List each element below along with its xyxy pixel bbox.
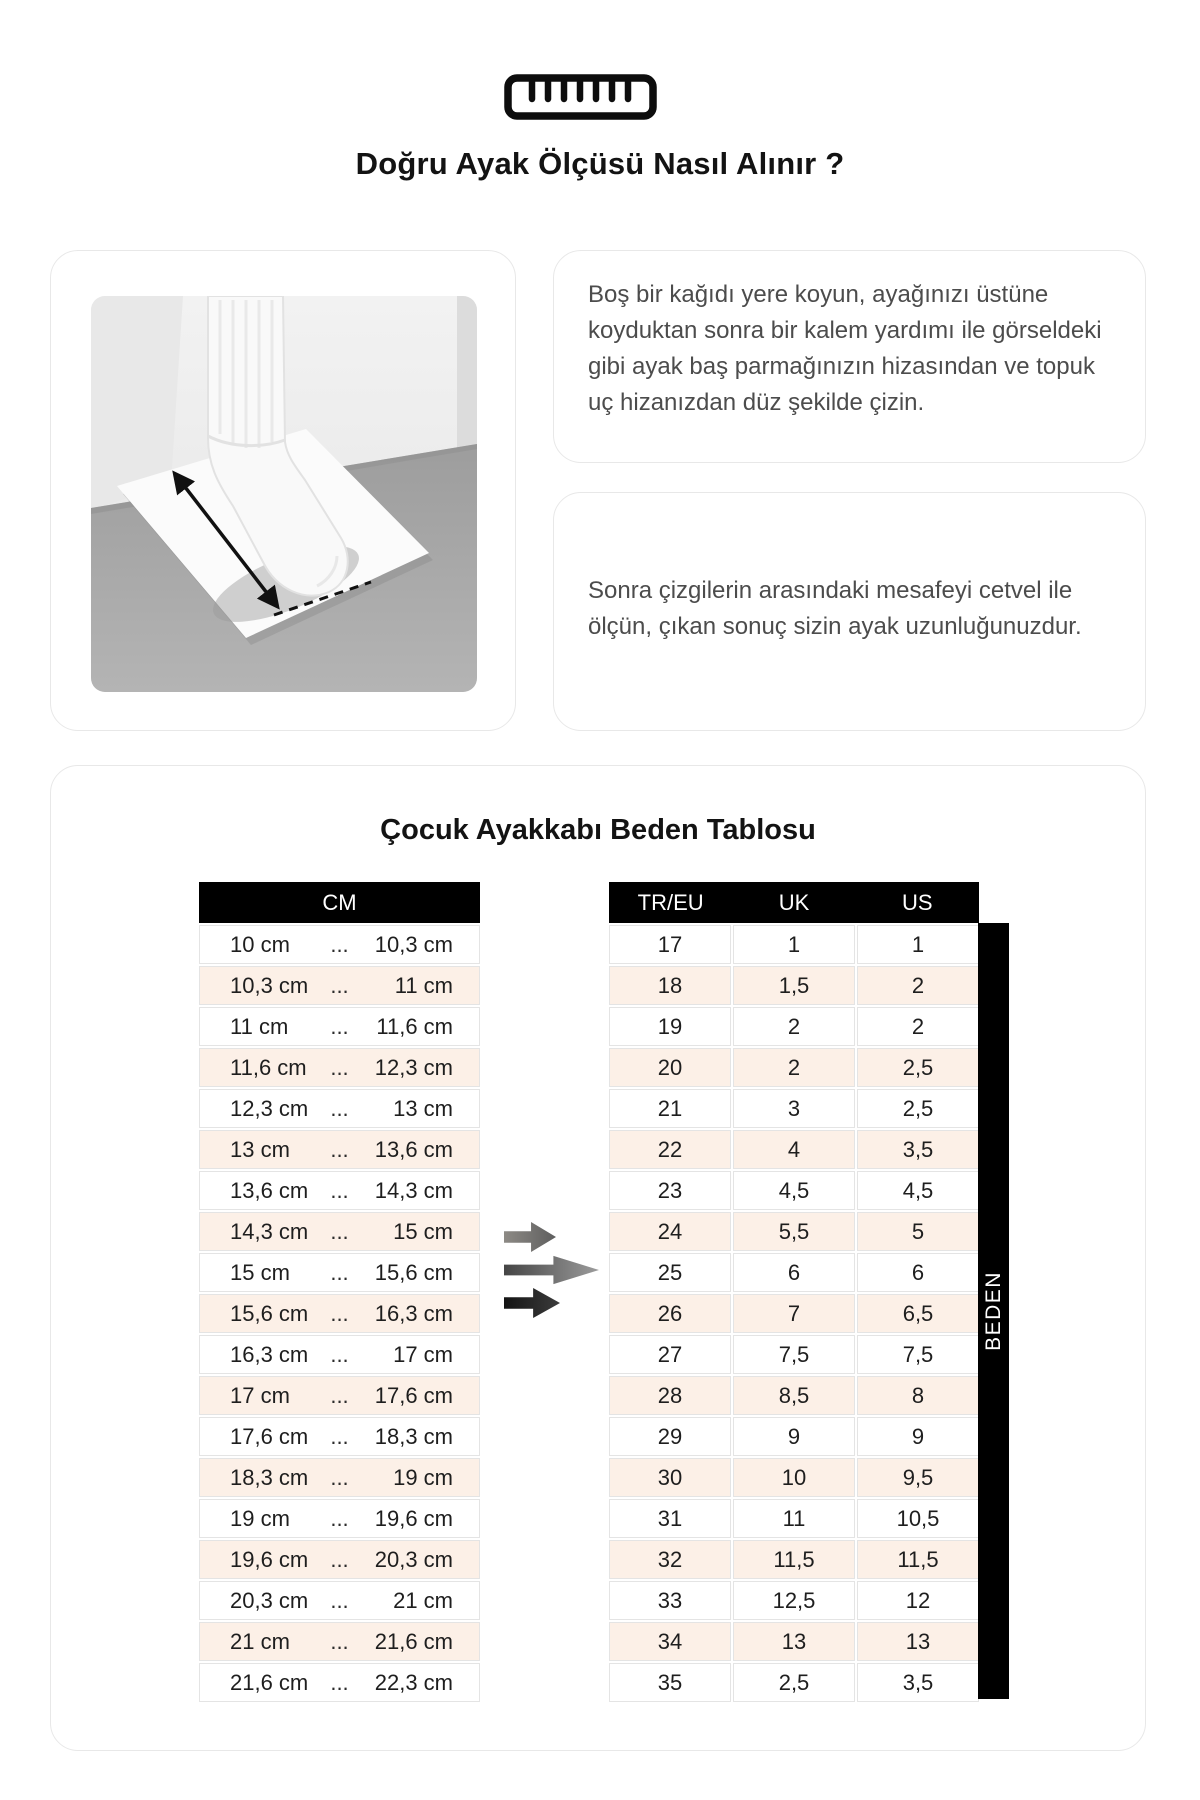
size-table-card xyxy=(50,765,1146,1751)
cm-to-value: 19 cm xyxy=(393,1464,453,1490)
tr-eu-value: 25 xyxy=(609,1253,731,1292)
size-row xyxy=(609,1294,979,1333)
range-separator: ... xyxy=(330,1300,349,1326)
cm-table-header: CM xyxy=(199,882,480,923)
cm-from-value: 13 cm xyxy=(230,1136,290,1162)
tr-eu-value: 19 xyxy=(609,1007,731,1046)
intl-table-body xyxy=(609,925,979,1702)
cm-from-value: 19 cm xyxy=(230,1505,290,1531)
cm-range-row xyxy=(199,966,480,1005)
size-row xyxy=(609,1499,979,1538)
uk-value: 13 xyxy=(733,1622,855,1661)
cm-from-value: 15 cm xyxy=(230,1259,290,1285)
cm-range-row xyxy=(199,1335,480,1374)
cm-range-row xyxy=(199,1171,480,1210)
cm-from-value: 15,6 cm xyxy=(230,1300,309,1326)
us-value: 2 xyxy=(857,1007,979,1046)
uk-value: 7 xyxy=(733,1294,855,1333)
tr-eu-value: 35 xyxy=(609,1663,731,1702)
uk-value: 2,5 xyxy=(733,1663,855,1702)
page-title: Doğru Ayak Ölçüsü Nasıl Alınır ? xyxy=(355,146,845,181)
arrow-right-icon xyxy=(504,1221,556,1253)
range-separator: ... xyxy=(330,1341,349,1367)
size-row xyxy=(609,1335,979,1374)
cm-from-value: 11,6 cm xyxy=(230,1054,307,1080)
uk-value: 8,5 xyxy=(733,1376,855,1415)
uk-value: 3 xyxy=(733,1089,855,1128)
cm-from-value: 18,3 cm xyxy=(230,1464,309,1490)
uk-value: 11,5 xyxy=(733,1540,855,1579)
us-value: 9 xyxy=(857,1417,979,1456)
tr-eu-value: 23 xyxy=(609,1171,731,1210)
size-row xyxy=(609,925,979,964)
intl-size-table xyxy=(609,882,979,1702)
range-separator: ... xyxy=(330,1382,349,1408)
instruction-text: Boş bir kağıdı yere koyun, ayağınızı üstüne koyduktan sonra bir kalem yardımı ile görseldeki gibi ayak baş parmağınızın hizasından ve topuk uç hizanızdan düz şekilde çizin. xyxy=(588,281,1102,416)
cm-from-value: 12,3 cm xyxy=(230,1095,309,1121)
uk-value: 2 xyxy=(733,1048,855,1087)
column-header-uk: UK xyxy=(778,889,810,915)
us-value: 8 xyxy=(857,1376,979,1415)
cm-to-value: 14,3 cm xyxy=(374,1177,453,1203)
us-value: 2,5 xyxy=(857,1048,979,1087)
foot-measurement-photo xyxy=(91,296,477,692)
tr-eu-value: 30 xyxy=(609,1458,731,1497)
ruler-icon xyxy=(503,73,658,121)
uk-value: 12,5 xyxy=(733,1581,855,1620)
range-separator: ... xyxy=(330,1464,349,1490)
size-row xyxy=(609,1007,979,1046)
us-value: 3,5 xyxy=(857,1663,979,1702)
range-separator: ... xyxy=(330,1136,349,1162)
cm-to-value: 20,3 cm xyxy=(374,1546,453,1572)
size-row xyxy=(609,1048,979,1087)
cm-to-value: 17,6 cm xyxy=(374,1382,453,1408)
uk-value: 1 xyxy=(733,925,855,964)
cm-to-value: 13 cm xyxy=(393,1095,453,1121)
tr-eu-value: 21 xyxy=(609,1089,731,1128)
cm-from-value: 13,6 cm xyxy=(230,1177,309,1203)
cm-range-row xyxy=(199,1622,480,1661)
cm-to-value: 19,6 cm xyxy=(374,1505,453,1531)
cm-range-row xyxy=(199,1663,480,1702)
cm-to-value: 18,3 cm xyxy=(374,1423,453,1449)
uk-value: 4 xyxy=(733,1130,855,1169)
uk-value: 2 xyxy=(733,1007,855,1046)
range-separator: ... xyxy=(330,1054,349,1080)
cm-from-value: 16,3 cm xyxy=(230,1341,309,1367)
tr-eu-value: 24 xyxy=(609,1212,731,1251)
size-row xyxy=(609,1417,979,1456)
tr-eu-value: 33 xyxy=(609,1581,731,1620)
uk-value: 6 xyxy=(733,1253,855,1292)
uk-value: 1,5 xyxy=(733,966,855,1005)
us-value: 11,5 xyxy=(857,1540,979,1579)
range-separator: ... xyxy=(330,1546,349,1572)
size-row xyxy=(609,1253,979,1292)
us-value: 2 xyxy=(857,966,979,1005)
range-separator: ... xyxy=(330,1628,349,1654)
cm-from-value: 21,6 cm xyxy=(230,1669,309,1695)
uk-value: 10 xyxy=(733,1458,855,1497)
cm-from-value: 17 cm xyxy=(230,1382,290,1408)
cm-to-value: 10,3 cm xyxy=(374,931,453,957)
us-value: 9,5 xyxy=(857,1458,979,1497)
cm-range-row xyxy=(199,1212,480,1251)
uk-value: 4,5 xyxy=(733,1171,855,1210)
us-value: 13 xyxy=(857,1622,979,1661)
cm-range-row xyxy=(199,1294,480,1333)
cm-to-value: 17 cm xyxy=(393,1341,453,1367)
cm-range-row xyxy=(199,1376,480,1415)
range-separator: ... xyxy=(330,1669,349,1695)
us-value: 6 xyxy=(857,1253,979,1292)
tr-eu-value: 29 xyxy=(609,1417,731,1456)
tr-eu-value: 22 xyxy=(609,1130,731,1169)
cm-table-body xyxy=(199,925,480,1702)
uk-value: 7,5 xyxy=(733,1335,855,1374)
range-separator: ... xyxy=(330,1177,349,1203)
range-separator: ... xyxy=(330,1013,349,1039)
instruction-card-measure xyxy=(553,492,1146,731)
uk-value: 11 xyxy=(733,1499,855,1538)
us-value: 2,5 xyxy=(857,1089,979,1128)
cm-range-row xyxy=(199,1417,480,1456)
tr-eu-value: 27 xyxy=(609,1335,731,1374)
tr-eu-value: 32 xyxy=(609,1540,731,1579)
beden-label: BEDEN xyxy=(981,1271,1005,1351)
size-row xyxy=(609,1581,979,1620)
range-separator: ... xyxy=(330,972,349,998)
instruction-card-draw xyxy=(553,250,1146,463)
cm-range-row xyxy=(199,1253,480,1292)
size-row xyxy=(609,966,979,1005)
cm-range-row xyxy=(199,925,480,964)
tr-eu-value: 17 xyxy=(609,925,731,964)
cm-from-value: 20,3 cm xyxy=(230,1587,309,1613)
size-row xyxy=(609,1663,979,1702)
cm-from-value: 17,6 cm xyxy=(230,1423,309,1449)
size-row xyxy=(609,1212,979,1251)
size-row xyxy=(609,1376,979,1415)
size-row xyxy=(609,1089,979,1128)
arrow-right-icon xyxy=(504,1287,560,1319)
arrow-right-icon xyxy=(504,1255,599,1285)
cm-range-row xyxy=(199,1007,480,1046)
cm-range-row xyxy=(199,1130,480,1169)
range-separator: ... xyxy=(330,1587,349,1613)
size-row xyxy=(609,1130,979,1169)
cm-range-row xyxy=(199,1581,480,1620)
tr-eu-value: 26 xyxy=(609,1294,731,1333)
size-row xyxy=(609,1540,979,1579)
tr-eu-value: 34 xyxy=(609,1622,731,1661)
cm-from-value: 21 cm xyxy=(230,1628,290,1654)
cm-from-value: 14,3 cm xyxy=(230,1218,309,1244)
size-row xyxy=(609,1458,979,1497)
cm-from-value: 10,3 cm xyxy=(230,972,309,998)
tr-eu-value: 31 xyxy=(609,1499,731,1538)
cm-to-value: 15,6 cm xyxy=(374,1259,453,1285)
size-row xyxy=(609,1622,979,1661)
cm-range-row xyxy=(199,1089,480,1128)
beden-side-bar xyxy=(978,923,1009,1699)
us-value: 12 xyxy=(857,1581,979,1620)
cm-table xyxy=(199,882,480,1702)
tr-eu-value: 28 xyxy=(609,1376,731,1415)
us-value: 3,5 xyxy=(857,1130,979,1169)
range-separator: ... xyxy=(330,1505,349,1531)
us-value: 1 xyxy=(857,925,979,964)
cm-to-value: 11,6 cm xyxy=(376,1013,453,1039)
column-header-tr-eu: TR/EU xyxy=(637,889,704,915)
tr-eu-value: 20 xyxy=(609,1048,731,1087)
range-separator: ... xyxy=(330,931,349,957)
range-separator: ... xyxy=(330,1259,349,1285)
instruction-text: Sonra çizgilerin arasındaki mesafeyi cetvel ile ölçün, çıkan sonuç sizin ayak uzunluğunuzdur. xyxy=(588,577,1082,640)
cm-range-row xyxy=(199,1048,480,1087)
cm-to-value: 11 cm xyxy=(394,972,453,998)
cm-range-row xyxy=(199,1540,480,1579)
range-separator: ... xyxy=(330,1218,349,1244)
uk-value: 5,5 xyxy=(733,1212,855,1251)
us-value: 4,5 xyxy=(857,1171,979,1210)
cm-from-value: 19,6 cm xyxy=(230,1546,309,1572)
cm-range-row xyxy=(199,1499,480,1538)
cm-from-value: 11 cm xyxy=(230,1013,289,1039)
us-value: 6,5 xyxy=(857,1294,979,1333)
cm-range-row xyxy=(199,1458,480,1497)
column-header-us: US xyxy=(902,889,933,915)
size-row xyxy=(609,1171,979,1210)
size-table-title: Çocuk Ayakkabı Beden Tablosu xyxy=(380,814,816,846)
us-value: 5 xyxy=(857,1212,979,1251)
cm-to-value: 21,6 cm xyxy=(374,1628,453,1654)
uk-value: 9 xyxy=(733,1417,855,1456)
tr-eu-value: 18 xyxy=(609,966,731,1005)
range-separator: ... xyxy=(330,1095,349,1121)
cm-to-value: 12,3 cm xyxy=(374,1054,453,1080)
cm-to-value: 16,3 cm xyxy=(374,1300,453,1326)
range-separator: ... xyxy=(330,1423,349,1449)
cm-to-value: 13,6 cm xyxy=(374,1136,453,1162)
cm-from-value: 10 cm xyxy=(230,931,290,957)
measurement-photo-card xyxy=(50,250,516,731)
us-value: 7,5 xyxy=(857,1335,979,1374)
us-value: 10,5 xyxy=(857,1499,979,1538)
intl-table-header xyxy=(609,882,979,923)
cm-to-value: 22,3 cm xyxy=(374,1669,453,1695)
cm-to-value: 21 cm xyxy=(393,1587,453,1613)
cm-to-value: 15 cm xyxy=(393,1218,453,1244)
